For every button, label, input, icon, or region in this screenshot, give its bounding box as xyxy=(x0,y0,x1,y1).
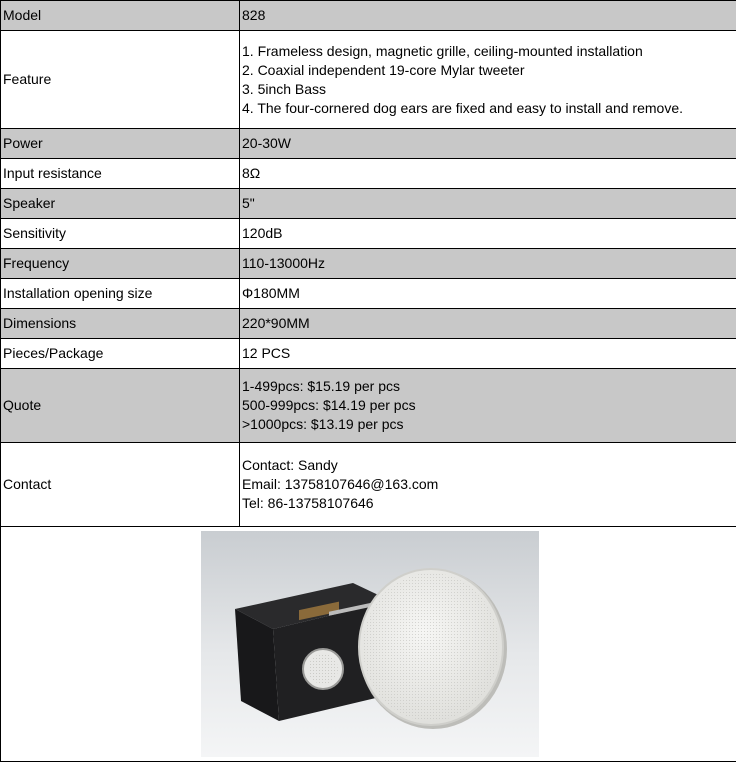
contact-tel: Tel: 86-13758107646 xyxy=(242,494,736,513)
cell-value: 20-30W xyxy=(240,129,736,159)
ceiling-speaker xyxy=(359,569,507,729)
cell-label: Input resistance xyxy=(1,159,240,189)
cell-label: Power xyxy=(1,129,240,159)
feature-line: 2. Coaxial independent 19-core Mylar tweeter xyxy=(242,61,736,80)
cell-label: Speaker xyxy=(1,189,240,219)
feature-line: 1. Frameless design, magnetic grille, ceiling-mounted installation xyxy=(242,42,736,61)
cell-value: Φ180MM xyxy=(240,279,736,309)
cell-value xyxy=(240,443,736,527)
quote-line: >1000pcs: $13.19 per pcs xyxy=(242,415,736,434)
cell-value: 8Ω xyxy=(240,159,736,189)
photo-cell xyxy=(1,527,736,762)
contact-name: Contact: Sandy xyxy=(242,456,736,475)
cell-value: 828 xyxy=(240,1,736,31)
cell-label: Model xyxy=(1,1,240,31)
row-speaker xyxy=(1,189,736,219)
feature-line: 4. The four-cornered dog ears are fixed and easy to install and remove. xyxy=(242,99,736,118)
cell-value xyxy=(240,31,736,129)
row-power xyxy=(1,129,736,159)
cell-label: Feature xyxy=(1,31,240,129)
cell-label: Frequency xyxy=(1,249,240,279)
row-sensitivity xyxy=(1,219,736,249)
cell-label: Dimensions xyxy=(1,309,240,339)
cell-value: 5" xyxy=(240,189,736,219)
cell-value: 120dB xyxy=(240,219,736,249)
cell-value: 12 PCS xyxy=(240,339,736,369)
cell-label: Pieces/Package xyxy=(1,339,240,369)
cell-value xyxy=(240,369,736,443)
quote-line: 500-999pcs: $14.19 per pcs xyxy=(242,396,736,415)
cell-label: Installation opening size xyxy=(1,279,240,309)
cell-value: 110-13000Hz xyxy=(240,249,736,279)
cell-value: 220*90MM xyxy=(240,309,736,339)
cell-label: Quote xyxy=(1,369,240,443)
row-model xyxy=(1,1,736,31)
row-quote xyxy=(1,369,736,443)
row-pieces-package xyxy=(1,339,736,369)
cell-label: Sensitivity xyxy=(1,219,240,249)
row-feature xyxy=(1,31,736,129)
row-dimensions xyxy=(1,309,736,339)
row-photo xyxy=(1,527,736,762)
row-installation-opening xyxy=(1,279,736,309)
product-photo xyxy=(201,531,539,757)
row-frequency xyxy=(1,249,736,279)
row-input-resistance xyxy=(1,159,736,189)
contact-email: Email: 13758107646@163.com xyxy=(242,475,736,494)
feature-line: 3. 5inch Bass xyxy=(242,80,736,99)
quote-line: 1-499pcs: $15.19 per pcs xyxy=(242,377,736,396)
row-contact xyxy=(1,443,736,527)
cell-label: Contact xyxy=(1,443,240,527)
